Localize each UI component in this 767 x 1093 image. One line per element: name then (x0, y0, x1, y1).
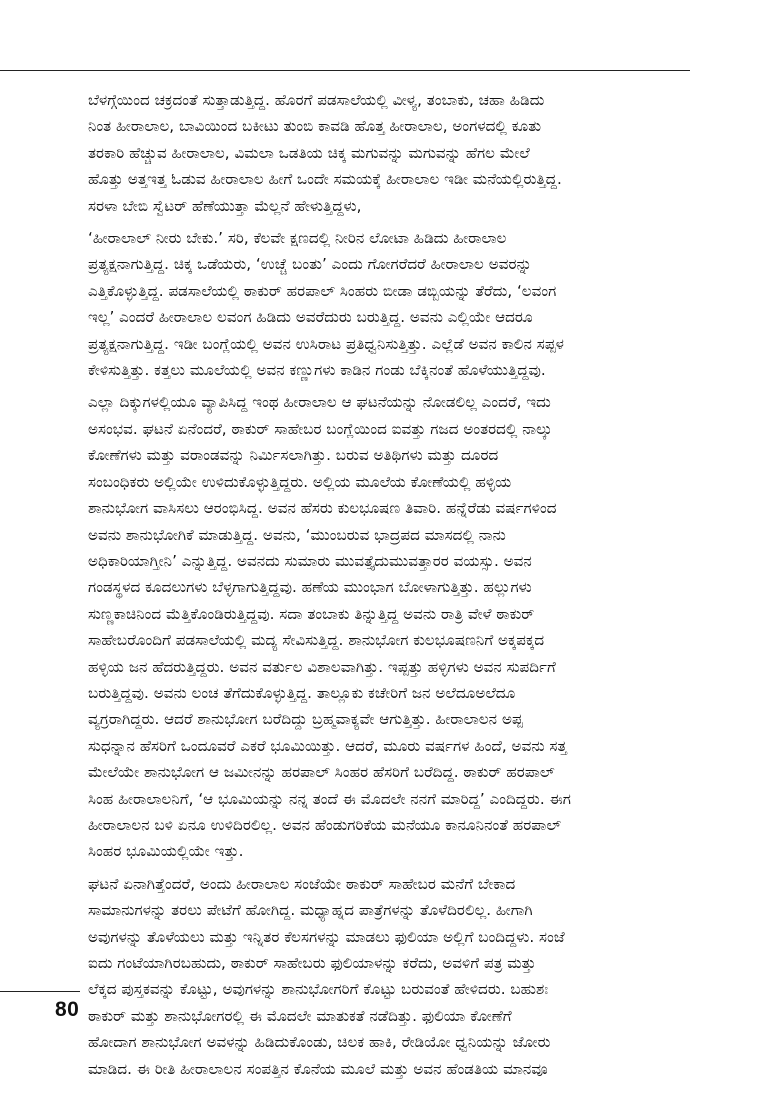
page-body (88, 87, 680, 1082)
top-rule (0, 70, 690, 71)
paragraph-2: ‘ಹೀರಾಲಾಲ್ ನೀರು ಬೇಕು.’ ಸರಿ, ಕೆಲವೇ ಕ್ಷಣದಲ್ಲಿ ನೀರಿನ ಲೋಟಾ ಹಿಡಿದು ಹೀರಾಲಾಲ ಪ್ರತ್ಯಕ್ಷನಾಗುತ್ತಿದ್ದ. ಚಿಕ್ಕ ಒಡೆಯರು, ‘ಉಚ್ಚೆ ಬಂತು’ ಎಂದು ಗೋಗರೆದರೆ ಹೀರಾಲಾಲ ಅವರನ್ನು ಎತ್ತಿಕೊಳ್ಳುತ್ತಿದ್ದ. ಪಡಸಾಲೆಯಲ್ಲಿ ಠಾಕುರ್ ಹರಪಾಲ್ ಸಿಂಹರು ಬೀಡಾ ಡಬ್ಬಿಯನ್ನು ತೆರೆದು, ‘ಲವಂಗ ಇಲ್ಲ’ ಎಂದರೆ ಹೀರಾಲಾಲ ಲವಂಗ ಹಿಡಿದು ಅವರೆದುರು ಬರುತ್ತಿದ್ದ. ಅವನು ಎಲ್ಲಿಯೇ ಆದರೂ ಪ್ರತ್ಯಕ್ಷನಾಗುತ್ತಿದ್ದ. ಇಡೀ ಬಂಗ್ಲೆಯಲ್ಲಿ ಅವನ ಉಸಿರಾಟ ಪ್ರತಿಧ್ವನಿಸುತ್ತಿತ್ತು. ಎಲ್ಲೆಡೆ ಅವನ ಕಾಲಿನ ಸಪ್ಪಳ ಕೇಳಿಸುತ್ತಿತ್ತು. ಕತ್ತಲು ಮೂಲೆಯಲ್ಲಿ ಅವನ ಕಣ್ಣುಗಳು ಕಾಡಿನ ಗಂಡು ಬೆಕ್ಕಿನಂತೆ ಹೊಳೆಯುತ್ತಿದ್ದವು. (88, 229, 564, 380)
bottom-rule (0, 991, 80, 992)
paragraph-1: ಬೆಳಗ್ಗೆಯಿಂದ ಚಕ್ರದಂತೆ ಸುತ್ತಾಡುತ್ತಿದ್ದ. ಹೊರಗೆ ಪಡಸಾಲೆಯಲ್ಲಿ ವೀಳ್ಯ, ತಂಬಾಕು, ಚಹಾ ಹಿಡಿದು ನಿಂತ ಹೀರಾಲಾಲ, ಬಾವಿಯಿಂದ ಬಕೀಟು ತುಂಬಿ ಕಾವಡಿ ಹೊತ್ತ ಹೀರಾಲಾಲ, ಅಂಗಳದಲ್ಲಿ ಕೂತು ತರಕಾರಿ ಹೆಚ್ಚುವ ಹೀರಾಲಾಲ, ವಿಮಲಾ ಒಡತಿಯ ಚಿಕ್ಕ ಮಗುವನ್ನು ಮಗುವನ್ನು ಹೆಗಲ ಮೇಲೆ ಹೊತ್ತು ಅತ್ತಇತ್ತ ಓಡುವ ಹೀರಾಲಾಲ ಹೀಗೆ ಒಂದೇ ಸಮಯಕ್ಕೆ ಹೀರಾಲಾಲ ಇಡೀ ಮನೆಯಲ್ಲಿರುತ್ತಿದ್ದ. ಸರಳಾ ಬೇಬಿ ಸ್ವೆಟರ್ ಹೆಣೆಯುತ್ತಾ ಮೆಲ್ಲನೆ ಹೇಳುತ್ತಿದ್ದಳು, (88, 91, 562, 215)
page-number: 80 (55, 998, 80, 1021)
paragraph-4: ಘಟನೆ ಏನಾಗಿತ್ತೆಂದರೆ, ಅಂದು ಹೀರಾಲಾಲ ಸಂಜೆಯೇ ಠಾಕುರ್ ಸಾಹೇಬರ ಮನೆಗೆ ಬೇಕಾದ ಸಾಮಾನುಗಳನ್ನು ತರಲು ಪೇಟೆಗೆ ಹೋಗಿದ್ದ. ಮಧ್ಯಾಹ್ನದ ಪಾತ್ರೆಗಳನ್ನು ತೊಳೆದಿರಲಿಲ್ಲ. ಹೀಗಾಗಿ ಅವುಗಳನ್ನು ತೊಳೆಯಲು ಮತ್ತು ಇನ್ನಿತರ ಕೆಲಸಗಳನ್ನು ಮಾಡಲು ಫುಲಿಯಾ ಅಲ್ಲಿಗೆ ಬಂದಿದ್ದಳು. ಸಂಜೆ ಐದು ಗಂಟೆಯಾಗಿರಬಹುದು, ಠಾಕುರ್ ಸಾಹೇಬರು ಫುಲಿಯಾಳನ್ನು ಕರೆದು, ಅವಳಿಗೆ ಪತ್ರ ಮತ್ತು ಲೆಕ್ಕದ ಪುಸ್ತಕವನ್ನು ಕೊಟ್ಟು, ಅವುಗಳನ್ನು ಶಾನುಭೋಗರಿಗೆ ಕೊಟ್ಟು ಬರುವಂತೆ ಹೇಳಿದರು. ಬಹುಶಃ ಠಾಕುರ್ ಮತ್ತು ಶಾನುಭೋಗರಲ್ಲಿ ಈ ಮೊದಲೇ ಮಾತುಕತೆ ನಡೆದಿತ್ತು. ಫುಲಿಯಾ ಕೋಣೆಗೆ ಹೋದಾಗ ಶಾನುಭೋಗ ಅವಳನ್ನು ಹಿಡಿದುಕೊಂಡು, ಚಿಲಕ ಹಾಕಿ, ರೇಡಿಯೋ ಧ್ವನಿಯನ್ನು ಜೋರು ಮಾಡಿದ. ಈ ರೀತಿ ಹೀರಾಲಾಲನ ಸಂಪತ್ತಿನ ಕೊನೆಯ ಮೂಲೆ ಮತ್ತು ಅವನ ಹೆಂಡತಿಯ ಮಾನವೂ (88, 874, 565, 1078)
paragraph-3: ಎಲ್ಲಾ ದಿಕ್ಕುಗಳಲ್ಲಿಯೂ ವ್ಯಾಪಿಸಿದ್ದ ಇಂಥ ಹೀರಾಲಾಲ ಆ ಘಟನೆಯನ್ನು ನೋಡಲಿಲ್ಲ ಎಂದರೆ, ಇದು ಅಸಂಭವ. ಘಟನೆ ಏನೆಂದರೆ, ಠಾಕುರ್ ಸಾಹೇಬರ ಬಂಗ್ಲೆಯಿಂದ ಐವತ್ತು ಗಜದ ಅಂತರದಲ್ಲಿ ನಾಲ್ಕು ಕೋಣೆಗಳು ಮತ್ತು ವರಾಂಡವನ್ನು ನಿರ್ಮಿಸಲಾಗಿತ್ತು. ಬರುವ ಅತಿಥಿಗಳು ಮತ್ತು ದೂರದ ಸಂಬಂಧಿಕರು ಅಲ್ಲಿಯೇ ಉಳಿದುಕೊಳ್ಳುತ್ತಿದ್ದರು. ಅಲ್ಲಿಯ ಮೂಲೆಯ ಕೋಣೆಯಲ್ಲಿ ಹಳ್ಳಿಯ ಶಾನುಭೋಗ ವಾಸಿಸಲು ಆರಂಭಿಸಿದ್ದ. ಅವನ ಹೆಸರು ಕುಲಭೂಷಣ ತಿವಾರಿ. ಹನ್ನೆರೆಡು ವರ್ಷಗಳಿಂದ ಅವನು ಶಾನುಭೋಗಿಕೆ ಮಾಡುತ್ತಿದ್ದ. ಅವನು, ‘ಮುಂಬರುವ ಭಾದ್ರಪದ ಮಾಸದಲ್ಲಿ ನಾನು ಅಧಿಕಾರಿಯಾಗ್ತೀನಿ’ ಎನ್ನುತ್ತಿದ್ದ. ಅವನದು ಸುಮಾರು ಮುವತ್ತೈದುಮುವತ್ತಾರರ ವಯಸ್ಸು. ಅವನ ಗಂಡಸ್ಥಳದ ಕೂದಲುಗಳು ಬೆಳ್ಳಗಾಗುತ್ತಿದ್ದವು. ಹಣೆಯ ಮುಂಭಾಗ ಬೋಳಾಗುತ್ತಿತ್ತು. ಹಲ್ಲುಗಳು ಸುಣ್ಣಕಾಚಿನಿಂದ ಮೆತ್ತಿಕೊಂಡಿರುತ್ತಿದ್ದವು. ಸದಾ ತಂಬಾಕು ತಿನ್ನುತ್ತಿದ್ದ ಅವನು ರಾತ್ರಿ ವೇಳೆ ಠಾಕುರ್ ಸಾಹೇಬರೊಂದಿಗೆ ಪಡಸಾಲೆಯಲ್ಲಿ ಮದ್ಯ ಸೇವಿಸುತ್ತಿದ್ದ. ಶಾನುಭೋಗ ಕುಲಭೂಷಣನಿಗೆ ಅಕ್ಕಪಕ್ಕದ ಹಳ್ಳಿಯ ಜನ ಹೆದರುತ್ತಿದ್ದರು. ಅವನ ವರ್ತುಲ ವಿಶಾಲವಾಗಿತ್ತು. ಇಪ್ಪತ್ತು ಹಳ್ಳಿಗಳು ಅವನ ಸುಪರ್ದಿಗೆ ಬರುತ್ತಿದ್ದವು. ಅವನು ಲಂಚ ತೆಗೆದುಕೊಳ್ಳುತ್ತಿದ್ದ. ತಾಲ್ಲೂಕು ಕಚೇರಿಗೆ ಜನ ಅಲೆದೂಅಲೆದೂ ವ್ಯಗ್ರರಾಗಿದ್ದರು. ಆದರೆ ಶಾನುಭೋಗ ಬರೆದಿದ್ದು ಬ್ರಹ್ಮವಾಕ್ಯವೇ ಆಗುತ್ತಿತ್ತು. ಹೀರಾಲಾಲನ ಅಪ್ಪ ಸುಧನ್ನಾನ ಹೆಸರಿಗೆ ಒಂದೂವರೆ ಎಕರೆ ಭೂಮಿಯಿತ್ತು. ಆದರೆ, ಮೂರು ವರ್ಷಗಳ ಹಿಂದೆ, ಅವನು ಸತ್ತ ಮೇಲೆಯೇ ಶಾನುಭೋಗ ಆ ಜಮೀನನ್ನು ಹರಪಾಲ್ ಸಿಂಹರ ಹೆಸರಿಗೆ ಬರೆದಿದ್ದ. ಠಾಕುರ್ ಹರಪಾಲ್ ಸಿಂಹ ಹೀರಾಲಾಲನಿಗೆ, ‘ಆ ಭೂಮಿಯನ್ನು ನನ್ನ ತಂದೆ ಈ ಮೊದಲೇ ನನಗೆ ಮಾರಿದ್ದ’ ಎಂದಿದ್ದರು. ಈಗ ಹೀರಾಲಾಲನ ಬಳಿ ಏನೂ ಉಳಿದಿರಲಿಲ್ಲ. ಅವನ ಹೆಂಡುಗರಿಕೆಯ ಮನೆಯೂ ಕಾನೂನಿನಂತೆ ಹರಪಾಲ್ ಸಿಂಹರ ಭೂಮಿಯಲ್ಲಿಯೇ ಇತ್ತು. (88, 393, 571, 861)
